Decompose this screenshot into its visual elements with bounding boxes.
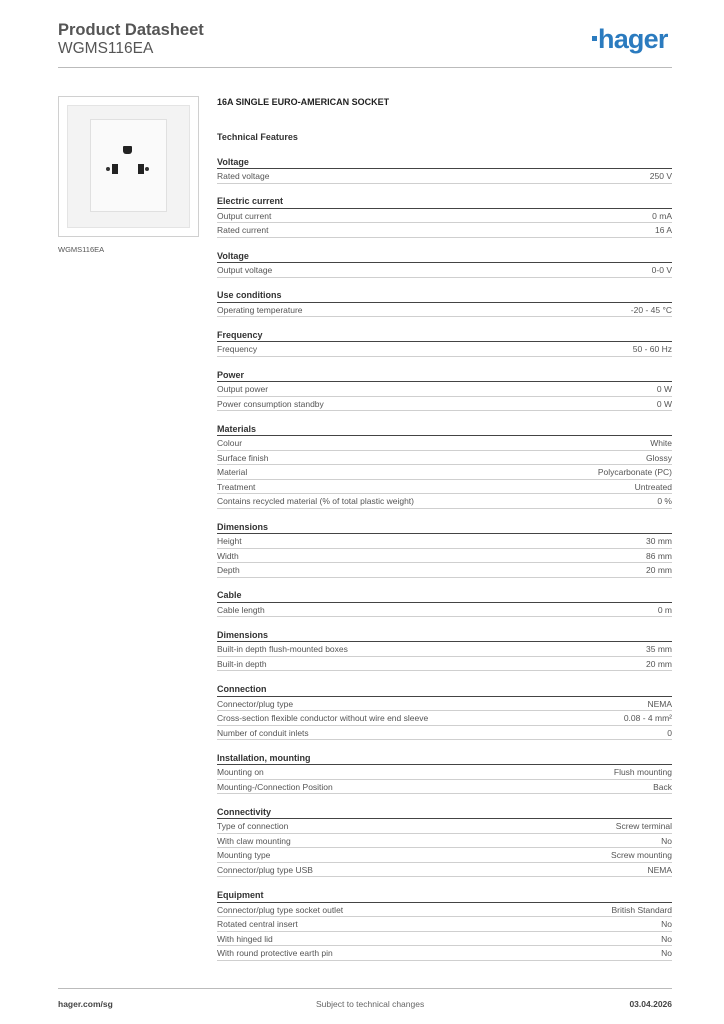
spec-value: 50 - 60 Hz xyxy=(632,344,672,355)
spec-group-title: Frequency xyxy=(217,328,672,343)
image-caption: WGMS116EA xyxy=(58,245,105,254)
spec-value: 0 W xyxy=(656,398,672,409)
spec-row xyxy=(217,480,672,495)
spec-row xyxy=(217,549,672,564)
spec-group-title: Voltage xyxy=(217,155,672,170)
left-pin-round-icon xyxy=(106,167,110,171)
spec-value: 20 mm xyxy=(646,565,672,575)
right-pin-hole-icon xyxy=(138,164,144,174)
spec-group-title: Use conditions xyxy=(217,288,672,303)
spec-value: 0 mA xyxy=(652,210,672,221)
spec-label: Depth xyxy=(217,565,240,575)
spec-row xyxy=(217,819,672,834)
spec-label: Built-in depth flush-mounted boxes xyxy=(217,644,348,655)
spec-row xyxy=(217,657,672,672)
spec-label: Frequency xyxy=(217,344,258,355)
spec-row xyxy=(217,209,672,224)
spec-group-title: Materials xyxy=(217,422,672,437)
spec-value: No xyxy=(661,919,672,930)
spec-row xyxy=(217,903,672,918)
footer-date: 03.04.2026 xyxy=(629,999,672,1009)
spec-value: 0 % xyxy=(657,496,672,507)
spec-value: 35 mm xyxy=(646,644,672,655)
spec-row xyxy=(217,465,672,480)
spec-label: Connector/plug type socket outlet xyxy=(217,904,344,915)
logo-dot-icon xyxy=(592,36,597,41)
spec-group xyxy=(217,751,672,795)
spec-value: -20 - 45 °C xyxy=(630,304,672,315)
spec-value: Back xyxy=(653,781,672,792)
spec-value: Screw terminal xyxy=(615,821,672,832)
spec-label: Contains recycled material (% of total plastic weight) xyxy=(217,496,414,507)
spec-row xyxy=(217,342,672,357)
spec-group-title: Dimensions xyxy=(217,520,672,535)
spec-label: Connector/plug type USB xyxy=(217,864,313,875)
spec-group-title: Equipment xyxy=(217,888,672,903)
spec-label: Built-in depth xyxy=(217,658,267,669)
spec-row xyxy=(217,726,672,741)
spec-row xyxy=(217,848,672,863)
spec-row xyxy=(217,397,672,412)
spec-row xyxy=(217,534,672,549)
spec-value: Polycarbonate (PC) xyxy=(597,467,672,478)
spec-label: Surface finish xyxy=(217,452,269,463)
spec-label: Output power xyxy=(217,384,269,395)
spec-group xyxy=(217,628,672,672)
spec-label: With round protective earth pin xyxy=(217,948,333,959)
spec-row xyxy=(217,917,672,932)
spec-label: Power consumption standby xyxy=(217,398,324,409)
footer-website-link[interactable]: hager.com/sg xyxy=(58,999,113,1009)
spec-row xyxy=(217,932,672,947)
spec-label: Rated voltage xyxy=(217,171,270,182)
spec-value: Screw mounting xyxy=(611,850,672,861)
spec-group xyxy=(217,328,672,357)
spec-group xyxy=(217,888,672,961)
spec-value: NEMA xyxy=(647,864,672,875)
spec-group-title: Voltage xyxy=(217,249,672,264)
spec-value: 0 m xyxy=(657,604,672,615)
spec-group xyxy=(217,805,672,878)
spec-group xyxy=(217,194,672,238)
spec-group xyxy=(217,588,672,617)
spec-label: Height xyxy=(217,536,242,546)
spec-label: Mounting on xyxy=(217,767,264,778)
spec-group xyxy=(217,249,672,278)
spec-row xyxy=(217,780,672,795)
spec-groups xyxy=(217,155,672,961)
spec-label: Cross-section flexible conductor without wire end sleeve xyxy=(217,713,429,724)
product-image xyxy=(58,96,199,237)
spec-label: With claw mounting xyxy=(217,835,291,846)
socket-plate xyxy=(67,105,190,228)
spec-row xyxy=(217,642,672,657)
spec-label: Output current xyxy=(217,210,272,221)
spec-value: 86 mm xyxy=(646,550,672,561)
spec-value: 0 W xyxy=(656,384,672,395)
spec-group xyxy=(217,155,672,184)
spec-row xyxy=(217,436,672,451)
spec-label: Rated current xyxy=(217,225,269,236)
spec-group-title: Power xyxy=(217,368,672,383)
spec-row xyxy=(217,563,672,578)
hager-logo xyxy=(592,26,668,53)
page-title: Product Datasheet xyxy=(58,21,204,39)
technical-features-heading: Technical Features xyxy=(217,132,298,142)
spec-row xyxy=(217,169,672,184)
spec-row xyxy=(217,603,672,618)
spec-value: 250 V xyxy=(649,171,672,182)
spec-value: White xyxy=(650,438,672,449)
spec-group-title: Cable xyxy=(217,588,672,603)
spec-group xyxy=(217,368,672,412)
footer-notice: Subject to technical changes xyxy=(316,999,425,1009)
spec-value: 30 mm xyxy=(646,536,672,546)
spec-group xyxy=(217,520,672,578)
spec-section xyxy=(217,95,672,961)
spec-value: Flush mounting xyxy=(613,767,672,778)
spec-row xyxy=(217,382,672,397)
spec-value: Untreated xyxy=(634,481,672,492)
spec-row xyxy=(217,451,672,466)
spec-group-title: Connection xyxy=(217,682,672,697)
logo-text: hager xyxy=(598,24,668,54)
spec-label: Width xyxy=(217,550,239,561)
footer-divider xyxy=(58,988,672,989)
spec-label: Type of connection xyxy=(217,821,289,832)
left-pin-hole-icon xyxy=(112,164,118,174)
spec-row xyxy=(217,263,672,278)
spec-group xyxy=(217,682,672,740)
spec-label: Rotated central insert xyxy=(217,919,298,930)
spec-value: 16 A xyxy=(654,225,672,236)
spec-label: With hinged lid xyxy=(217,933,273,944)
spec-row xyxy=(217,834,672,849)
spec-row xyxy=(217,223,672,238)
spec-value: 20 mm xyxy=(646,658,672,669)
socket-face xyxy=(90,119,167,212)
spec-label: Operating temperature xyxy=(217,304,303,315)
header-divider xyxy=(58,67,672,68)
spec-label: Cable length xyxy=(217,604,265,615)
spec-value: 0-0 V xyxy=(651,265,672,276)
product-name: 16A SINGLE EURO-AMERICAN SOCKET xyxy=(217,97,390,107)
spec-value: NEMA xyxy=(647,698,672,709)
earth-hole-icon xyxy=(123,146,132,154)
spec-label: Connector/plug type xyxy=(217,698,294,709)
spec-row xyxy=(217,946,672,961)
spec-group-title: Dimensions xyxy=(217,628,672,643)
spec-value: 0.08 - 4 mm² xyxy=(623,713,672,724)
spec-label: Mounting-/Connection Position xyxy=(217,781,333,792)
spec-value: No xyxy=(661,948,672,959)
spec-row xyxy=(217,765,672,780)
spec-label: Colour xyxy=(217,438,243,449)
product-code-subtitle: WGMS116EA xyxy=(58,40,154,57)
spec-value: Glossy xyxy=(646,452,672,463)
spec-label: Material xyxy=(217,467,248,478)
spec-row xyxy=(217,494,672,509)
spec-row xyxy=(217,711,672,726)
spec-label: Treatment xyxy=(217,481,256,492)
right-pin-round-icon xyxy=(145,167,149,171)
spec-value: No xyxy=(661,933,672,944)
spec-value: British Standard xyxy=(611,904,672,915)
spec-value: 0 xyxy=(667,727,672,738)
spec-label: Number of conduit inlets xyxy=(217,727,309,738)
spec-label: Output voltage xyxy=(217,265,273,276)
spec-group-title: Electric current xyxy=(217,194,672,209)
spec-label: Mounting type xyxy=(217,850,271,861)
spec-group-title: Installation, mounting xyxy=(217,751,672,766)
spec-group-title: Connectivity xyxy=(217,805,672,820)
spec-row xyxy=(217,303,672,318)
spec-row xyxy=(217,863,672,878)
spec-group xyxy=(217,422,672,509)
spec-row xyxy=(217,697,672,712)
spec-value: No xyxy=(661,835,672,846)
spec-group xyxy=(217,288,672,317)
